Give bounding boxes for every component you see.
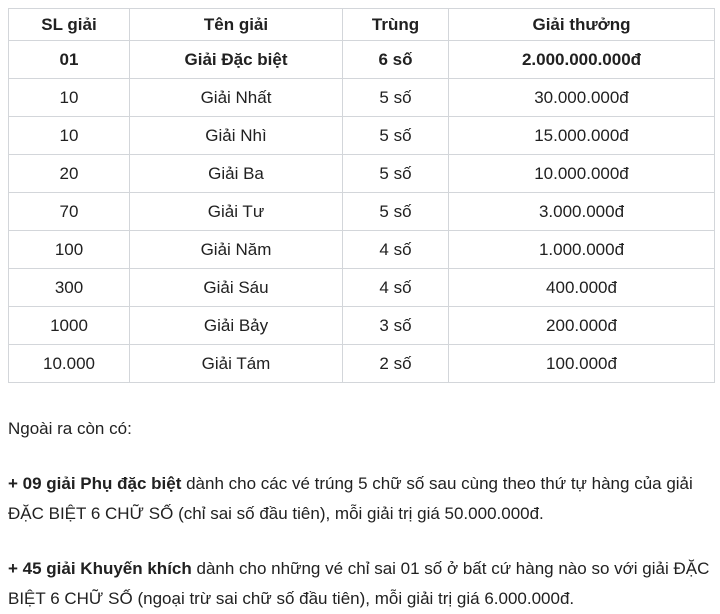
cell-prize-value: 15.000.000đ	[449, 117, 715, 155]
cell-quantity: 10	[9, 79, 130, 117]
notes-section	[8, 414, 710, 614]
cell-prize-name: Giải Nhất	[130, 79, 343, 117]
cell-match: 6 số	[343, 41, 449, 79]
cell-quantity: 20	[9, 155, 130, 193]
cell-prize-value: 1.000.000đ	[449, 231, 715, 269]
cell-quantity: 300	[9, 269, 130, 307]
note-text: dành cho những vé chỉ sai 01 số ở bất cứ hàng nào so với giải ĐẶC BIỆT 6 CHỮ SỐ (ngoại trừ sai chữ số đầu tiên), mỗi giải trị giá 6.000.000đ.	[8, 559, 710, 608]
table-row	[9, 117, 715, 155]
cell-prize-value: 3.000.000đ	[449, 193, 715, 231]
header-cell-match: Trùng	[343, 9, 449, 41]
cell-prize-name: Giải Ba	[130, 155, 343, 193]
cell-match: 4 số	[343, 231, 449, 269]
cell-prize-value: 10.000.000đ	[449, 155, 715, 193]
header-cell-quantity: SL giải	[9, 9, 130, 41]
table-row	[9, 193, 715, 231]
cell-prize-value: 200.000đ	[449, 307, 715, 345]
cell-match: 2 số	[343, 345, 449, 383]
cell-quantity: 01	[9, 41, 130, 79]
cell-prize-name: Giải Sáu	[130, 269, 343, 307]
cell-quantity: 1000	[9, 307, 130, 345]
cell-prize-name: Giải Bảy	[130, 307, 343, 345]
cell-prize-name: Giải Nhì	[130, 117, 343, 155]
table-row	[9, 155, 715, 193]
note-item	[8, 469, 710, 529]
cell-prize-name: Giải Tư	[130, 193, 343, 231]
cell-match: 3 số	[343, 307, 449, 345]
cell-prize-value: 100.000đ	[449, 345, 715, 383]
note-text: dành cho các vé trúng 5 chữ số sau cùng theo thứ tự hàng của giải ĐẶC BIỆT 6 CHỮ SỐ (chỉ sai số đầu tiên), mỗi giải trị giá 50.000.000đ.	[8, 474, 693, 523]
cell-prize-value: 2.000.000.000đ	[449, 41, 715, 79]
note-item	[8, 554, 710, 614]
cell-quantity: 10.000	[9, 345, 130, 383]
cell-prize-name: Giải Tám	[130, 345, 343, 383]
header-cell-prize-name: Tên giải	[130, 9, 343, 41]
table-row	[9, 79, 715, 117]
note-bold-label: + 09 giải Phụ đặc biệt	[8, 474, 182, 493]
table-header-row	[9, 9, 715, 41]
cell-match: 4 số	[343, 269, 449, 307]
cell-quantity: 100	[9, 231, 130, 269]
cell-quantity: 70	[9, 193, 130, 231]
cell-match: 5 số	[343, 79, 449, 117]
table-row	[9, 231, 715, 269]
cell-prize-value: 400.000đ	[449, 269, 715, 307]
cell-quantity: 10	[9, 117, 130, 155]
notes-intro: Ngoài ra còn có:	[8, 419, 132, 438]
cell-prize-name: Giải Năm	[130, 231, 343, 269]
cell-prize-name: Giải Đặc biệt	[130, 41, 343, 79]
cell-prize-value: 30.000.000đ	[449, 79, 715, 117]
table-row	[9, 41, 715, 79]
table-row	[9, 345, 715, 383]
cell-match: 5 số	[343, 193, 449, 231]
cell-match: 5 số	[343, 155, 449, 193]
table-row	[9, 269, 715, 307]
prize-table	[8, 8, 715, 383]
note-bold-label: + 45 giải Khuyến khích	[8, 559, 192, 578]
cell-match: 5 số	[343, 117, 449, 155]
table-row	[9, 307, 715, 345]
header-cell-prize-value: Giải thưởng	[449, 9, 715, 41]
